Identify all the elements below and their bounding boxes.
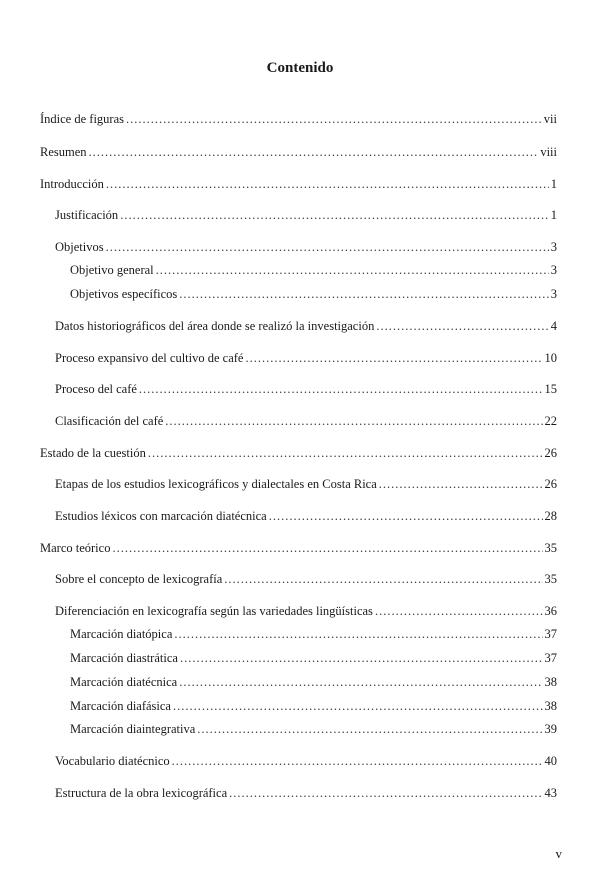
toc-label: Introducción (40, 177, 104, 191)
toc-leader (156, 262, 549, 278)
toc-page: 37 (544, 627, 557, 641)
toc-label: Marcación diastrática (70, 651, 178, 665)
toc-entry (55, 381, 557, 397)
toc-entry (55, 785, 557, 801)
toc-leader (179, 674, 542, 690)
toc-page: 10 (544, 351, 557, 365)
toc-label: Estudios léxicos con marcación diatécnica (55, 509, 267, 523)
toc-label: Sobre el concepto de lexicografía (55, 572, 223, 586)
toc-entry (40, 144, 557, 160)
toc-leader (148, 445, 543, 461)
toc-leader (269, 508, 543, 524)
toc-leader (180, 650, 543, 666)
toc-entry (55, 413, 557, 429)
toc-page: 38 (544, 675, 557, 689)
toc-label: Objetivo general (70, 263, 154, 277)
toc-page: 22 (544, 414, 557, 428)
toc-leader (229, 785, 542, 801)
toc-leader (375, 603, 543, 619)
toc-page: 35 (544, 572, 557, 586)
toc-page: 39 (544, 722, 557, 736)
page-number: v (555, 846, 562, 861)
toc-label: Justificación (55, 208, 119, 222)
toc-entry (40, 445, 557, 461)
toc-label: Vocabulario diatécnico (55, 754, 170, 768)
toc-page: 43 (544, 786, 557, 800)
toc-page: 35 (544, 541, 557, 555)
toc-entry (40, 176, 557, 192)
toc-label: Clasificación del café (55, 414, 164, 428)
toc-page: vii (543, 112, 557, 126)
toc-label: Etapas de los estudios lexicográficos y dialectales en Costa Rica (55, 477, 377, 491)
toc-label: Estructura de la obra lexicográfica (55, 786, 228, 800)
toc-leader (172, 753, 543, 769)
toc-page: 15 (544, 382, 557, 396)
toc-label: Marcación diatécnica (70, 675, 178, 689)
toc-entry (55, 476, 557, 492)
toc-leader (89, 144, 539, 160)
toc-entry (40, 540, 557, 556)
toc-entry (55, 603, 557, 619)
toc-page: 3 (550, 287, 557, 301)
toc-leader (376, 318, 548, 334)
toc-leader (120, 207, 549, 223)
toc-label: Objetivos específicos (70, 287, 178, 301)
toc-page: 26 (544, 446, 557, 460)
toc-leader (112, 540, 542, 556)
toc-page: 1 (550, 208, 557, 222)
toc-page: 4 (550, 319, 557, 333)
toc-page: 3 (550, 263, 557, 277)
toc-entry (55, 318, 557, 334)
toc-leader (379, 476, 543, 492)
toc-page: 36 (544, 604, 557, 618)
toc-page: 40 (544, 754, 557, 768)
toc-label: Índice de figuras (40, 112, 124, 126)
toc-leader (173, 698, 543, 714)
toc-entry (40, 111, 557, 127)
toc-label: Marco teórico (40, 541, 111, 555)
toc-entry (55, 753, 557, 769)
toc-entry (70, 626, 557, 642)
toc-entry (55, 350, 557, 366)
toc-page: 26 (544, 477, 557, 491)
toc-leader (165, 413, 542, 429)
toc-leader (197, 721, 542, 737)
toc-label: Marcación diafásica (70, 699, 171, 713)
toc-label: Diferenciación en lexicografía según las variedades lingüísticas (55, 604, 373, 618)
toc-entry (70, 262, 557, 278)
toc-entry (55, 207, 557, 223)
toc-page: 28 (544, 509, 557, 523)
page-title: Contenido (266, 60, 334, 76)
toc-page: 1 (550, 177, 557, 191)
toc-entry (55, 508, 557, 524)
toc-page: 38 (544, 699, 557, 713)
toc-entry (55, 571, 557, 587)
toc-label: Marcación diatópica (70, 627, 173, 641)
toc-leader (245, 350, 542, 366)
toc-leader (179, 286, 548, 302)
toc-label: Proceso expansivo del cultivo de café (55, 351, 244, 365)
toc-label: Resumen (40, 145, 87, 159)
toc-page: 3 (550, 240, 557, 254)
toc-leader (106, 239, 549, 255)
toc-entry (70, 721, 557, 737)
toc-leader (106, 176, 549, 192)
toc-entry (70, 650, 557, 666)
toc-leader (174, 626, 542, 642)
toc-entry (55, 239, 557, 255)
toc-label: Objetivos (55, 240, 104, 254)
toc-page: 37 (544, 651, 557, 665)
toc-leader (139, 381, 543, 397)
toc-label: Estado de la cuestión (40, 446, 146, 460)
toc-entry (70, 286, 557, 302)
toc-leader (126, 111, 542, 127)
toc-label: Datos historiográficos del área donde se realizó la investigación (55, 319, 375, 333)
toc-entry (70, 698, 557, 714)
toc-page: viii (540, 145, 557, 159)
toc-leader (224, 571, 542, 587)
toc-label: Marcación diaintegrativa (70, 722, 196, 736)
toc-label: Proceso del café (55, 382, 137, 396)
toc-entry (70, 674, 557, 690)
